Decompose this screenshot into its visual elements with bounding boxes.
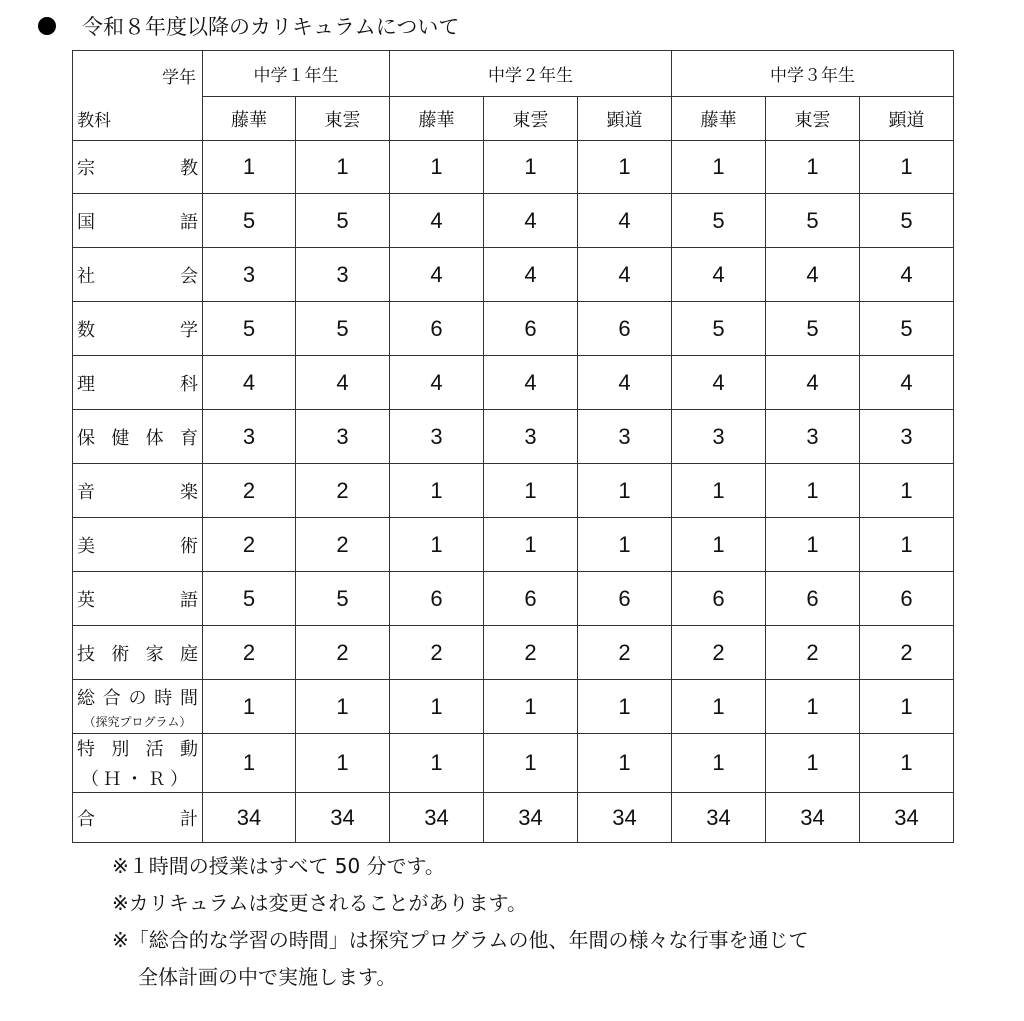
hours-cell: 5 <box>672 194 766 248</box>
school-header: 藤華 <box>672 97 766 141</box>
subject-name <box>73 356 203 410</box>
note-line: ※「総合的な学習の時間」は探究プログラムの他、年間の様々な行事を通じて <box>112 928 809 952</box>
subject-char: 時 <box>154 687 173 709</box>
hours-cell: 5 <box>672 302 766 356</box>
grade-header-2: 中学２年生 <box>390 51 672 97</box>
hours-cell: 3 <box>860 410 954 464</box>
hours-cell: 34 <box>296 793 390 843</box>
hours-cell: 1 <box>484 680 578 734</box>
hours-cell: 1 <box>484 734 578 793</box>
hours-cell: 5 <box>766 302 860 356</box>
note-line: ※カリキュラムは変更されることがあります。 <box>112 891 527 915</box>
hours-cell: 6 <box>578 302 672 356</box>
hours-cell: 2 <box>296 518 390 572</box>
subject-char: 国 <box>77 211 95 233</box>
hours-cell: 1 <box>390 734 484 793</box>
subject-row <box>73 248 954 302</box>
hours-cell: 1 <box>578 518 672 572</box>
subject-subtitle: （探究プログラム） <box>83 714 192 729</box>
subject-char: 活 <box>145 739 164 760</box>
school-header: 東雲 <box>296 97 390 141</box>
hours-cell: 2 <box>766 626 860 680</box>
subject-char: 体 <box>145 427 164 449</box>
subject-row <box>73 141 954 194</box>
hours-cell: 1 <box>672 518 766 572</box>
hours-cell: 1 <box>203 734 296 793</box>
hours-cell: 4 <box>203 356 296 410</box>
subject-char: 保 <box>77 427 95 449</box>
subject-char: 術 <box>111 643 130 665</box>
hours-cell: 1 <box>860 734 954 793</box>
hours-cell: 1 <box>390 464 484 518</box>
hours-cell: 34 <box>203 793 296 843</box>
subject-char: 教 <box>180 158 198 179</box>
note-line: ※１時間の授業はすべて 50 分です。 <box>112 854 445 878</box>
school-header: 藤華 <box>390 97 484 141</box>
hours-cell: 34 <box>766 793 860 843</box>
hours-cell: 1 <box>860 518 954 572</box>
subject-row <box>73 626 954 680</box>
subject-char: 育 <box>179 427 198 449</box>
hours-cell: 4 <box>484 356 578 410</box>
hours-cell: 1 <box>484 518 578 572</box>
subject-name <box>73 680 203 734</box>
hours-cell: 1 <box>203 141 296 194</box>
hours-cell: 1 <box>766 518 860 572</box>
subject-name <box>73 518 203 572</box>
hours-cell: 1 <box>578 141 672 194</box>
subject-char: 語 <box>180 589 198 611</box>
hours-cell: 1 <box>672 464 766 518</box>
corner-grade-label: 学年 <box>162 68 196 88</box>
hours-cell: 1 <box>672 734 766 793</box>
subject-char: ） <box>170 769 188 790</box>
subject-name <box>73 793 203 843</box>
hours-cell: 4 <box>672 356 766 410</box>
hours-cell: 4 <box>390 356 484 410</box>
subject-row <box>73 302 954 356</box>
curriculum-table <box>72 50 954 843</box>
hours-cell: 3 <box>296 248 390 302</box>
subject-char: 特 <box>77 739 95 760</box>
subject-row <box>73 793 954 843</box>
hours-cell: 2 <box>578 626 672 680</box>
hours-cell: 4 <box>578 194 672 248</box>
hours-cell: 1 <box>860 464 954 518</box>
hours-cell: 1 <box>672 680 766 734</box>
subject-char: 動 <box>179 739 198 760</box>
hours-cell: 3 <box>766 410 860 464</box>
hours-cell: 2 <box>203 464 296 518</box>
subject-char: 学 <box>180 319 198 341</box>
school-header: 東雲 <box>766 97 860 141</box>
hours-cell: 4 <box>766 248 860 302</box>
corner-cell-top <box>73 51 203 97</box>
hours-cell: 1 <box>578 680 672 734</box>
hours-cell: 2 <box>296 626 390 680</box>
school-header: 藤華 <box>203 97 296 141</box>
subject-char: 計 <box>180 808 198 830</box>
hours-cell: 2 <box>860 626 954 680</box>
hours-cell: 1 <box>578 464 672 518</box>
subject-char: 総 <box>77 687 95 709</box>
hours-cell: 4 <box>390 248 484 302</box>
hours-cell: 2 <box>296 464 390 518</box>
school-header: 顕道 <box>578 97 672 141</box>
subject-row <box>73 410 954 464</box>
hours-cell: 34 <box>484 793 578 843</box>
hours-cell: 2 <box>484 626 578 680</box>
subject-char: 家 <box>145 643 164 665</box>
subject-name <box>73 248 203 302</box>
hours-cell: 4 <box>484 194 578 248</box>
subject-char: 合 <box>102 687 121 709</box>
hours-cell: 3 <box>484 410 578 464</box>
hours-cell: 1 <box>860 141 954 194</box>
grade-header-1: 中学１年生 <box>203 51 390 97</box>
subject-char: 合 <box>77 808 95 830</box>
hours-cell: 1 <box>484 464 578 518</box>
hours-cell: 34 <box>390 793 484 843</box>
hours-cell: 6 <box>766 572 860 626</box>
hours-cell: 2 <box>390 626 484 680</box>
subject-char: 宗 <box>77 158 95 179</box>
hours-cell: 5 <box>766 194 860 248</box>
subject-row <box>73 572 954 626</box>
hours-cell: 6 <box>578 572 672 626</box>
grade-header-3: 中学３年生 <box>672 51 954 97</box>
subject-char: 技 <box>77 643 95 665</box>
subject-row <box>73 464 954 518</box>
subject-char: 庭 <box>179 643 198 665</box>
subject-row <box>73 518 954 572</box>
hours-cell: 1 <box>578 734 672 793</box>
section-heading <box>38 8 459 44</box>
hours-cell: 6 <box>672 572 766 626</box>
hours-cell: 34 <box>672 793 766 843</box>
subject-char: の <box>128 687 147 709</box>
subject-char: 数 <box>77 319 95 341</box>
grade-header-row <box>73 51 954 97</box>
subject-name <box>73 194 203 248</box>
subject-char: 語 <box>180 211 198 233</box>
subject-row <box>73 194 954 248</box>
subject-char: 術 <box>180 535 198 557</box>
subject-name <box>73 626 203 680</box>
hours-cell: 3 <box>203 410 296 464</box>
subject-char: （ <box>81 769 99 790</box>
subject-char: 健 <box>111 427 130 449</box>
subject-name <box>73 302 203 356</box>
school-header: 東雲 <box>484 97 578 141</box>
subject-char: Ｒ <box>147 769 166 790</box>
hours-cell: 6 <box>390 572 484 626</box>
subject-row <box>73 356 954 410</box>
hours-cell: 6 <box>484 572 578 626</box>
hours-cell: 2 <box>203 518 296 572</box>
hours-cell: 1 <box>390 680 484 734</box>
subject-char: 会 <box>180 265 198 287</box>
subject-name <box>73 141 203 194</box>
hours-cell: 5 <box>203 194 296 248</box>
hours-cell: 5 <box>203 572 296 626</box>
hours-cell: 1 <box>766 464 860 518</box>
subject-char: Ｈ <box>103 769 122 790</box>
hours-cell: 1 <box>296 734 390 793</box>
hours-cell: 4 <box>860 248 954 302</box>
subject-name <box>73 410 203 464</box>
hours-cell: 1 <box>766 141 860 194</box>
hours-cell: 6 <box>860 572 954 626</box>
hours-cell: 4 <box>390 194 484 248</box>
hours-cell: 1 <box>390 518 484 572</box>
hours-cell: 1 <box>296 680 390 734</box>
hours-cell: 1 <box>296 141 390 194</box>
subject-char: 音 <box>77 481 95 503</box>
hours-cell: 5 <box>860 194 954 248</box>
subject-char: 社 <box>77 265 95 287</box>
subject-name <box>73 734 203 793</box>
hours-cell: 5 <box>296 194 390 248</box>
subject-char: 楽 <box>180 481 198 503</box>
heading-text: 令和８年度以降のカリキュラムについて <box>82 15 460 39</box>
subject-row <box>73 734 954 793</box>
hours-cell: 1 <box>766 734 860 793</box>
hours-cell: 5 <box>203 302 296 356</box>
notes <box>112 848 809 996</box>
hours-cell: 4 <box>672 248 766 302</box>
hours-cell: 1 <box>203 680 296 734</box>
hours-cell: 5 <box>296 572 390 626</box>
subject-char: 間 <box>180 687 198 709</box>
hours-cell: 2 <box>672 626 766 680</box>
hours-cell: 6 <box>484 302 578 356</box>
hours-cell: 6 <box>390 302 484 356</box>
hours-cell: 3 <box>296 410 390 464</box>
subject-char: 美 <box>77 535 95 557</box>
hours-cell: 2 <box>203 626 296 680</box>
hours-cell: 34 <box>578 793 672 843</box>
subject-char: ・ <box>125 769 144 790</box>
school-header-row <box>73 97 954 141</box>
hours-cell: 4 <box>578 248 672 302</box>
subject-name <box>73 464 203 518</box>
hours-cell: 5 <box>860 302 954 356</box>
subject-name <box>73 572 203 626</box>
hours-cell: 4 <box>766 356 860 410</box>
subject-char: 英 <box>77 589 95 611</box>
hours-cell: 5 <box>296 302 390 356</box>
school-header: 顕道 <box>860 97 954 141</box>
hours-cell: 4 <box>860 356 954 410</box>
corner-subject-label: 教科 <box>73 97 203 141</box>
note-line: 全体計画の中で実施します。 <box>138 965 397 989</box>
hours-cell: 4 <box>578 356 672 410</box>
hours-cell: 1 <box>484 141 578 194</box>
subject-char: 別 <box>111 739 130 760</box>
hours-cell: 3 <box>672 410 766 464</box>
subject-row <box>73 680 954 734</box>
hours-cell: 4 <box>296 356 390 410</box>
bullet-icon <box>38 17 56 35</box>
hours-cell: 3 <box>390 410 484 464</box>
hours-cell: 1 <box>860 680 954 734</box>
hours-cell: 34 <box>860 793 954 843</box>
hours-cell: 1 <box>390 141 484 194</box>
hours-cell: 3 <box>578 410 672 464</box>
subject-char: 理 <box>77 373 95 395</box>
hours-cell: 1 <box>672 141 766 194</box>
hours-cell: 4 <box>484 248 578 302</box>
subject-char: 科 <box>180 373 198 395</box>
hours-cell: 1 <box>766 680 860 734</box>
hours-cell: 3 <box>203 248 296 302</box>
